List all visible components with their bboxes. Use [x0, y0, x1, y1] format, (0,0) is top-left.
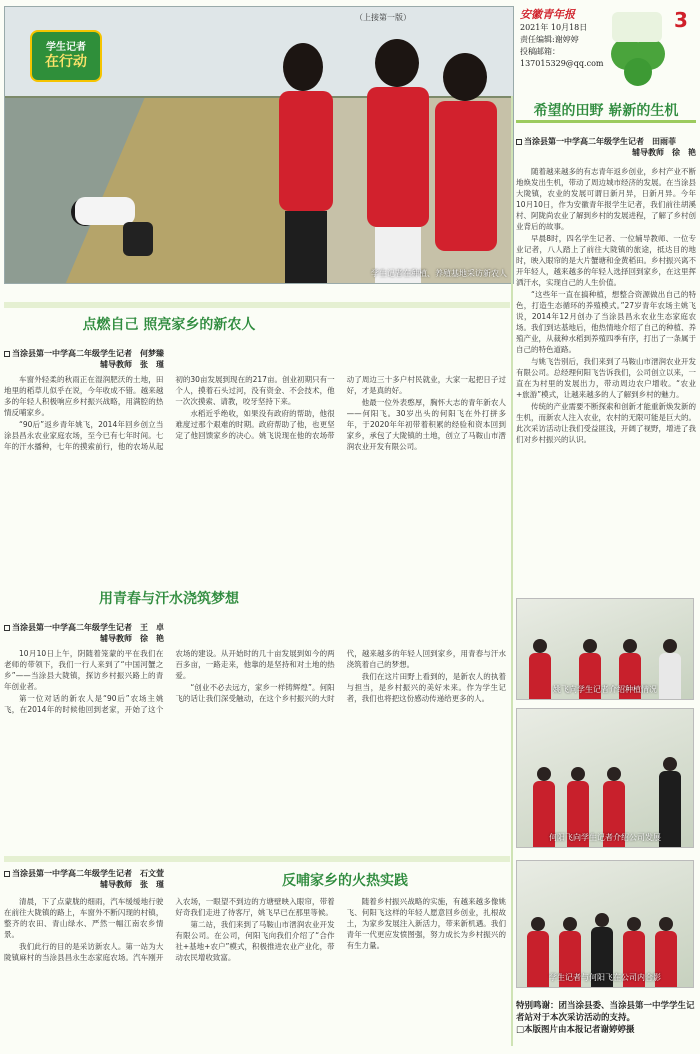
paper-logo: 安徽青年报: [520, 8, 575, 21]
article4-paragraph: 清晨，下了点蒙胧的细雨，汽车缓缓地行驶在前往大陇镇的路上，车窗外不断闪现的村镇，整齐的农田、青山绿水、严然一幅江南农乡情景。: [4, 897, 164, 939]
article1-body: [516, 166, 696, 578]
article4-paragraph: 我们此行的目的是采访新农人。第一站为大陇镇麻村的当涂县昌永生态家庭农场。汽车刚开入农场，一眼望不到边的方塘壁映入眼帘，带着好奇我们走进了待客厅，姚飞早已在那里等候。: [4, 897, 335, 962]
side-photo-2-caption: 何阳飞向学生记者介绍公司发展: [549, 833, 661, 842]
article1-author: 当涂县第一中学高二年级学生记者 田雨菲: [524, 137, 676, 146]
article4-paragraph: 随着乡村振兴战略的实施，有越来越多像姚飞、何阳飞这样的年轻人愿意回乡创业，扎根故土，为家乡发展注入新活力，带来新机遇。我们青年一代更应发愤图强，努力成长为乡村振兴的有生力量。: [346, 897, 506, 950]
masthead-info: [520, 22, 603, 70]
article3-author: 当涂县第一中学高二年级学生记者 王 卓: [12, 623, 164, 632]
article1-byline: [516, 136, 696, 158]
editor-line: 责任编辑:谢婷婷: [520, 35, 579, 44]
acknowledgement: 特别鸣谢：团当涂县委、当涂县第一中学学生记者站对于本次采访活动的支持。: [516, 1001, 695, 1023]
article1-paragraph: 随着越来越多的有志青年返乡创业，乡村产业不断地焕发出生机，带动了周边城市经济的发展。在当涂县大陇镇，农业的发展可谓日新月异，日新月异。今年10月10日，作为安徽青年报学生记者，我们前往胡溪村、阿陇尚农业了解到乡村的发展进程，了解了乡村创业背后的故事。: [516, 167, 696, 231]
article2-paragraph: 他最一位外表憨厚，胸怀大志的青年新农人——何阳飞。30岁出头的何阳飞在外打拼多年，于2020年年初带着积累的经验和资本回到家乡，承包了大陇镇的土地，创立了马鞍山市溍润农业开发有限公司。: [346, 398, 506, 451]
clover-icon: [602, 6, 672, 86]
photo-credit: □本版图片由本报记者谢婷婷摄: [516, 1025, 635, 1035]
article3-paragraph: 第一位对话的新农人是“90后”农场主姚飞，在2014年的时候他回到老家，开始了这个农场的建设。从开始时的几十亩发展到如今的两百多亩，一路走来，他靠的是坚持和对土地的热爱。: [4, 649, 335, 714]
article3-teacher: 辅导教师 徐 艳: [100, 634, 164, 643]
column-divider: [511, 96, 513, 1046]
side-photo-1-caption: 姚飞向学生记者介绍种植情况: [553, 685, 657, 694]
side-photo-3-caption: 学生记者与何阳飞在公司内合影: [549, 973, 661, 982]
article4-author: 当涂县第一中学高二年级学生记者 石文萱: [12, 869, 164, 878]
section-badge: [30, 30, 102, 82]
article2-paragraph: 车窗外轻柔的秋雨正在湿润肥沃的土地，田地里的稻草儿似乎在说，今年收成不错。越来越多的年轻人积极响应乡村振兴战略，用满腔的热情反哺家乡。: [4, 375, 164, 417]
article3-body: [4, 648, 506, 842]
article2-byline: [4, 348, 164, 370]
article1-paragraph: 与姚飞告别后，我们来到了马鞍山市溍润农业开发有限公司。总经理何阳飞告诉我们，公司创立以来，一直在为村里的发展出力，带动周边农户增收。“农业+旅游”模式，让越来越多的人了解到乡村的魅力。: [516, 357, 696, 399]
footer-note: [516, 1000, 696, 1036]
continued-tag: （上接第一版）: [355, 13, 411, 22]
article4-title: 反哺家乡的火热实践: [282, 873, 408, 889]
square-icon: [4, 871, 10, 877]
article4-body: [4, 896, 506, 1050]
article3-paragraph: 10月10日上午，阴随着笼蒙的平在我们在老师的带领下，我们一行人来到了“中国河蟹之乡”——当涂县大陇镇，探访乡村振兴路上的青年创业者。: [4, 649, 164, 691]
article3-paragraph: 我们在这片田野上看到的，是新农人的执着与担当，是乡村振兴的美好未来。作为学生记者，我们也将把这份感动传递给更多的人。: [346, 672, 506, 703]
page-number: 3: [674, 8, 688, 32]
side-photo-2: [516, 708, 694, 848]
badge-line1: 学生记者: [46, 42, 86, 53]
article2-author: 当涂县第一中学高二年级学生记者 何梦臻: [12, 349, 164, 358]
square-icon: [4, 351, 10, 357]
article2-title: 点燃自己 照亮家乡的新农人: [82, 317, 256, 333]
email-address: 137015329@qq.com: [520, 59, 604, 68]
badge-line2: 在行动: [45, 54, 87, 70]
article3-byline: [4, 622, 164, 644]
square-icon: [4, 625, 10, 631]
article4-paragraph: 第二站，我们来到了马鞍山市溍润农业开发有限公司。在公司，何阳飞向我们介绍了“合作社+基地+农户”模式，积极推进农业产业化，带动农民增收致富。: [175, 920, 335, 962]
article3-paragraph: “创业不必去远方，家乡一样铸辉煌”。何阳飞的话让我们深受触动，在这个乡村振兴的大时代，越来越多的年轻人回到家乡，用青春与汗水浇筑着自己的梦想。: [175, 649, 506, 703]
article1-paragraph: 早晨8时，四名学生记者、一位辅导教师、一位专业记者，八人踏上了前往大陇镇的旅途，抵达目的地时，映入眼帘的是大片蟹塘和金黄稻田。乡村振兴离不开年轻人，越来越多的年轻人选择回到家乡，在这里挥洒汗水，实现自己的人生价值。: [516, 234, 696, 287]
side-photo-1: [516, 598, 694, 700]
square-icon: [516, 139, 522, 145]
article1-title: 希望的田野 崭新的生机: [533, 103, 679, 119]
side-photo-3: [516, 860, 694, 988]
article2-title-bar: [4, 302, 510, 308]
article2-paragraph: “90后”返乡青年姚飞，2014年回乡创立当涂县昌永农业家庭农场，至今已有七年时间。七年的汗水播种，七年的摸索前行，他的农场从起初的30亩发展到现在的217亩。创业初期只有一个人，摸着石头过河，没有资金、不会技术，他一次次摸索、请教，咬牙坚持下来。: [4, 375, 335, 451]
article1-paragraph: 传统的产业需要不断探索和创新才能重新焕发新的生机，而新农人注入农业，农村的无限可能是巨大的。此次采访活动让我们受益匪浅，开阔了视野，增进了我们对乡村振兴的认识。: [516, 402, 696, 444]
article4-teacher: 辅导教师 张 瑾: [100, 880, 164, 889]
article4-title-bar: [4, 856, 510, 862]
article3-title: 用青春与汗水浇筑梦想: [99, 591, 239, 607]
article2-teacher: 辅导教师 张 瑾: [100, 360, 164, 369]
article2-paragraph: 水稻近乎绝收，如果没有政府的帮助，他很难度过那个艰难的时期。政府帮助了他，也更坚定了他回馈家乡的决心。姚飞说现在他的农场带动了周边三十多户村民就业，大家一起把日子过好，才是真的好。: [175, 375, 506, 440]
article1-teacher: 辅导教师 徐 艳: [632, 148, 696, 157]
top-photo-caption: 学生记者在种植、养殖基地采访新农人: [371, 269, 507, 278]
article4-byline: [4, 868, 164, 890]
email-label: 投稿邮箱：: [520, 47, 560, 56]
issue-date: 2021年 10月18日: [520, 23, 588, 32]
article1-paragraph: “这些年一直在搞种植，想整合资源做出自己的特色，打造生态循环的养殖模式。”27岁青年农场主姚飞说，2014年12月创办了当涂县昌永农业生态家庭农场。我们到达基地后，他热情地介绍了自己的种植、养殖产业，从裁种水稻到养殖四季有序，打出了一条属于自己的特色道路。: [516, 290, 696, 354]
article2-body: [4, 374, 506, 570]
article1-title-bar: [516, 120, 696, 123]
